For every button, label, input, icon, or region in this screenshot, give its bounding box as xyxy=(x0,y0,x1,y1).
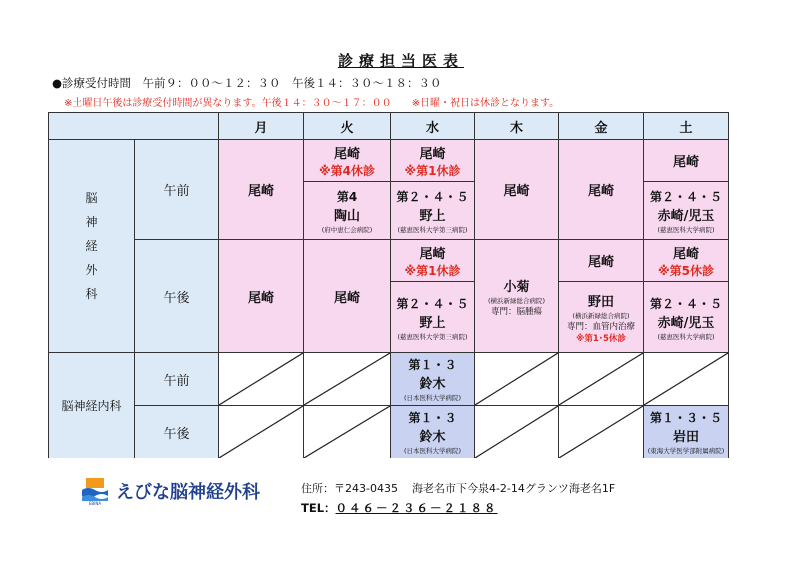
neuro-am-wed xyxy=(391,353,475,406)
closure-note: ※第1休診 xyxy=(404,263,461,278)
week-label: 第２・４・５ xyxy=(649,296,722,311)
neuro-pm-sat xyxy=(644,406,729,458)
hospital-label: (横浜新緑総合病院) xyxy=(572,312,630,320)
diagonal-slash xyxy=(475,406,558,458)
hospital-label: (横浜新緑総合病院) xyxy=(487,296,546,305)
doctor-name: 小菊 xyxy=(503,279,530,295)
week-label: 第4 xyxy=(336,190,358,204)
doctor-name: 尾崎 xyxy=(333,146,360,162)
doctor-name: 野上 xyxy=(419,315,446,331)
doctor-name: 赤崎/児玉 xyxy=(657,209,715,224)
diagonal-line xyxy=(559,353,643,405)
ns-am-label: 午前 xyxy=(135,140,219,240)
header-tue: 火 xyxy=(304,113,391,140)
diagonal-slash xyxy=(559,353,643,405)
ns-pm-wed-top xyxy=(391,240,474,282)
saturday-note: ※土曜日午後は診療受付時間が異なります。午後１４：３０～１７：００ xyxy=(64,98,392,109)
notes xyxy=(64,94,559,109)
doctor-name: 尾崎 xyxy=(587,255,614,270)
dept-neurosurgery-char: 経 xyxy=(85,239,98,253)
ns-pm-mon: 尾崎 xyxy=(219,240,304,353)
ns-am-thu: 尾崎 xyxy=(475,140,559,240)
closure-note: ※第4休診 xyxy=(318,163,376,178)
doctor-name: 鈴木 xyxy=(419,430,446,445)
neuro-am-sat-empty xyxy=(644,353,729,406)
address-label: 住所：〒243-0435 xyxy=(301,482,398,495)
week-label: 第２・４・５ xyxy=(396,190,469,204)
hospital-label: (慈恵医科大学第三病院) xyxy=(397,226,468,234)
ns-am-tue-top xyxy=(304,140,390,182)
hospital-label: (日本医科大学病院) xyxy=(403,394,462,402)
clinic-logo xyxy=(80,476,110,510)
neuro-pm-mon-empty xyxy=(219,406,304,458)
doctor-name: 尾崎 xyxy=(672,155,699,170)
doctor-name: 岩田 xyxy=(672,430,699,445)
neuro-am-tue-empty xyxy=(304,353,391,406)
week-label: 第１・３ xyxy=(408,358,457,372)
ns-am-wed-top xyxy=(391,140,474,182)
diagonal-line xyxy=(219,353,303,405)
diagonal-line xyxy=(219,406,303,458)
diagonal-slash xyxy=(304,353,390,405)
diagonal-line xyxy=(304,353,390,405)
ns-pm-sat-bottom xyxy=(644,282,728,353)
ns-am-sat-top xyxy=(644,140,728,182)
ns-am-wed xyxy=(391,140,475,240)
closure-note: ※第1･5休診 xyxy=(576,334,626,344)
header-fri: 金 xyxy=(559,113,644,140)
ns-am-sat-bottom xyxy=(644,182,728,240)
neuro-am-label: 午前 xyxy=(135,353,219,406)
neuro-pm-wed xyxy=(391,406,475,458)
reception-hours: ●診療受付時間 午前９：００～１２：３０ 午後１４：３０～１８：３０ xyxy=(52,76,442,90)
phone-label: TEL： xyxy=(301,501,336,515)
week-label: 第１・３・５ xyxy=(649,411,722,425)
diagonal-line xyxy=(475,353,558,405)
week-label: 第１・３ xyxy=(408,411,457,425)
ns-am-mon: 尾崎 xyxy=(219,140,304,240)
doctor-name: 野上 xyxy=(419,209,446,224)
doctor-name: 尾崎 xyxy=(419,146,446,162)
phone-number: ０４６－２３６－２１８８ xyxy=(335,501,498,515)
hospital-label: (府中恵仁会病院) xyxy=(321,226,373,234)
ns-pm-tue: 尾崎 xyxy=(304,240,391,353)
hospital-label: (日本医科大学病院) xyxy=(403,447,462,455)
specialty-label: 専門：脳腫瘍 xyxy=(490,306,542,317)
hospital-label: (慈恵医科大学病院) xyxy=(657,332,715,341)
doctor-name: 尾崎 xyxy=(419,246,446,262)
ns-am-tue xyxy=(304,140,391,240)
neuro-pm-thu-empty xyxy=(475,406,559,458)
week-label: 第２・４・５ xyxy=(396,296,469,311)
diagonal-slash xyxy=(559,406,643,458)
ns-am-sat xyxy=(644,140,729,240)
neuro-am-thu-empty xyxy=(475,353,559,406)
ns-am-wed-bottom xyxy=(391,182,474,240)
neuro-pm-fri-empty xyxy=(559,406,644,458)
clinic-phone xyxy=(301,500,498,516)
ns-pm-fri-bottom xyxy=(559,282,643,353)
diagonal-line xyxy=(559,406,643,458)
holiday-note: ※日曜・祝日は休診となります。 xyxy=(411,98,560,109)
neuro-am-mon-empty xyxy=(219,353,304,406)
specialty-label: 専門：血管内治療 xyxy=(566,322,635,332)
ns-pm-fri xyxy=(559,240,644,353)
diagonal-line xyxy=(475,406,558,458)
ns-am-tue-bottom xyxy=(304,182,390,240)
doctor-name: 尾崎 xyxy=(672,246,699,262)
logo-text: EBINA xyxy=(88,501,102,506)
neuro-pm-label: 午後 xyxy=(135,406,219,458)
diagonal-line xyxy=(304,406,390,458)
ns-pm-sat-top xyxy=(644,240,728,282)
address-text: 海老名市下今泉4-2-14グランツ海老名1F xyxy=(411,482,616,495)
ns-pm-fri-top xyxy=(559,240,643,282)
schedule-table xyxy=(48,112,729,458)
ns-pm-sat xyxy=(644,240,729,353)
page-title: 診療担当医表 xyxy=(337,52,464,70)
diagonal-slash xyxy=(475,353,558,405)
clinic-address xyxy=(301,480,615,496)
diagonal-slash xyxy=(644,353,728,405)
ns-pm-label: 午後 xyxy=(135,240,219,353)
closure-note: ※第5休診 xyxy=(657,263,715,278)
neuro-pm-tue-empty xyxy=(304,406,391,458)
diagonal-slash xyxy=(219,406,303,458)
dept-neurosurgery xyxy=(49,140,135,353)
clinic-name: えびな脳神経外科 xyxy=(116,482,260,503)
dept-neurosurgery-char: 脳 xyxy=(85,191,98,205)
header-thu: 木 xyxy=(475,113,559,140)
diagonal-line xyxy=(644,353,728,405)
doctor-name: 陶山 xyxy=(333,209,360,224)
diagonal-slash xyxy=(219,353,303,405)
hospital-label: (慈恵医科大学病院) xyxy=(657,226,715,234)
header-wed: 水 xyxy=(391,113,475,140)
ns-am-fri: 尾崎 xyxy=(559,140,644,240)
doctor-name: 鈴木 xyxy=(419,377,446,392)
doctor-name: 野田 xyxy=(587,295,614,310)
ns-pm-wed xyxy=(391,240,475,353)
hospital-label: (東海大学医学部附属病院) xyxy=(647,447,725,455)
ns-pm-wed-bottom xyxy=(391,282,474,353)
closure-note: ※第1休診 xyxy=(404,163,461,178)
header-corner xyxy=(49,113,219,140)
header-sat: 土 xyxy=(644,113,729,140)
header-mon: 月 xyxy=(219,113,304,140)
neuro-am-fri-empty xyxy=(559,353,644,406)
clinic-logo-icon xyxy=(80,476,110,506)
hospital-label: (慈恵医科大学第三病院) xyxy=(397,332,468,341)
dept-neurosurgery-char: 外 xyxy=(85,263,98,277)
dept-neurology: 脳神経内科 xyxy=(49,353,135,458)
doctor-name: 赤崎/児玉 xyxy=(657,315,715,331)
diagonal-slash xyxy=(304,406,390,458)
ns-pm-thu xyxy=(475,240,559,353)
dept-neurosurgery-char: 科 xyxy=(85,287,98,301)
dept-neurosurgery-char: 神 xyxy=(85,215,98,229)
week-label: 第２・４・５ xyxy=(649,190,722,204)
